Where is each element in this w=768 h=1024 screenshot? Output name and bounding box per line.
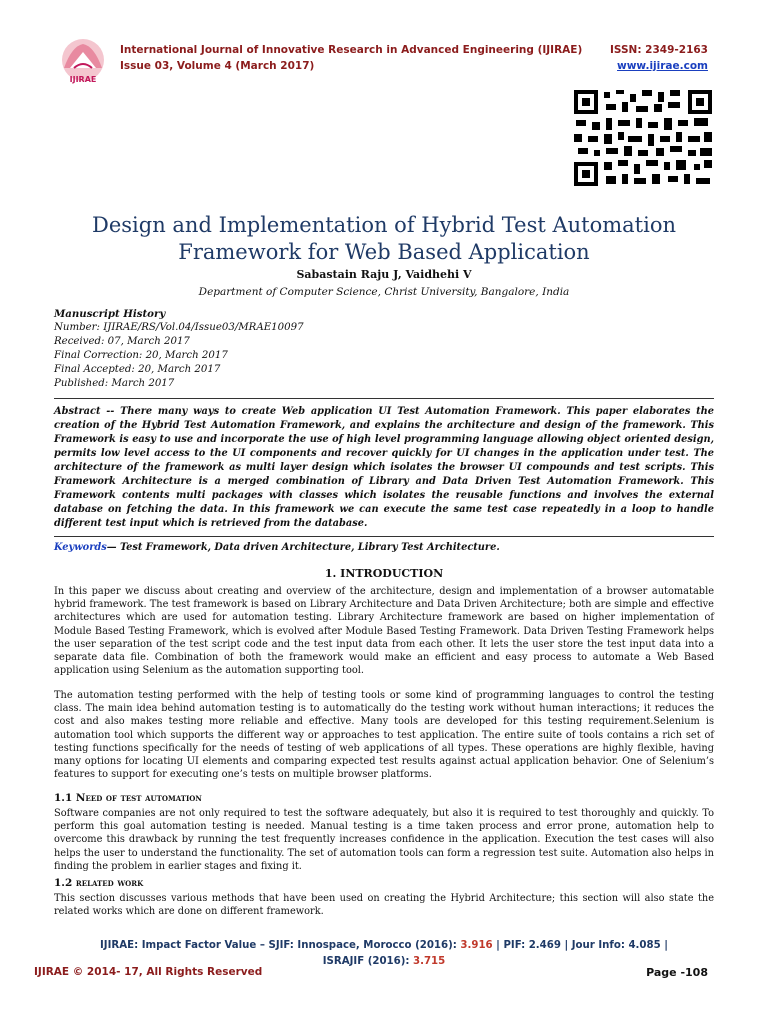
subsection-heading-need: 1.1 Need of test automation <box>54 792 202 804</box>
paper-affiliation: Department of Computer Science, Christ University, Bangalore, India <box>198 286 570 298</box>
keywords-label: Keywords <box>54 542 107 553</box>
israjif-value: 3.715 <box>413 956 446 967</box>
manuscript-history <box>54 307 304 391</box>
subsection-need-text: Software companies are not only required to test the software adequately, but also it is required to test thoroughly and quickly. To perform this goal automation testing is needed. Manual testing is a time taken process and error prone, automation help to overcome this drawback by running the test frequently increases confidence in the application. Execution the test cases will also helps the user to understand the functionality. The set of automation tools can form a regression test suite. Automation also helps in finding the problem in earlier stages and fixing it. <box>54 808 714 872</box>
history-number: Number: IJIRAE/RS/Vol.04/Issue03/MRAE10097 <box>54 322 304 333</box>
impact-factor-sjif-label: IJIRAE: Impact Factor Value – SJIF: Innospace, Morocco (2016): <box>100 940 461 951</box>
history-heading: Manuscript History <box>54 308 166 320</box>
history-final-correction: Final Correction: 20, March 2017 <box>54 350 228 361</box>
keywords-text: — Test Framework, Data driven Architecture, Library Test Architecture. <box>106 542 500 553</box>
abstract-top-rule <box>54 398 714 399</box>
journal-issue: Issue 03, Volume 4 (March 2017) <box>120 60 315 72</box>
qr-code <box>572 88 714 188</box>
logo-text: IJIRAE <box>69 75 97 84</box>
section-heading-introduction: 1. INTRODUCTION <box>324 567 444 580</box>
subsection-heading-related-work: 1.2 related work <box>54 877 144 889</box>
journal-name: International Journal of Innovative Research in Advanced Engineering (IJIRAE) <box>120 44 583 56</box>
keywords <box>54 542 714 553</box>
intro-paragraph-1: In this paper we discuss about creating and overview of the architecture, design and implementation of a browser automatable hybrid framework. The test framework is based on Library Architecture and Data Driven Architecture; both are simple and effective architectures which are used for automation testing. Library Architecture framework are based on higher implementation of Module Based Testing Framework, which is evolved after Module Based Testing Framework. Data Driven Testing Framework helps the user separation of the test script code and the test input data from each other. It lets the user store the test input data into a separate data file. Combination of both the framework would make an efficient and easy process to automate a Web Based application using Selenium as the automation supporting tool. <box>54 586 714 677</box>
paper-title: Design and Implementation of Hybrid Test Automation Framework for Web Based Application <box>92 213 676 264</box>
journal-website-link[interactable]: www.ijirae.com <box>617 60 708 72</box>
history-final-accepted: Final Accepted: 20, March 2017 <box>54 364 221 375</box>
impact-factor-other-values: | PIF: 2.469 | Jour Info: 4.085 | <box>492 940 668 951</box>
subsection-related-work-text: This section discusses various methods that have been used on creating the Hybrid Architecture; this section will also state the related works which are done on different framework. <box>54 893 714 918</box>
page-number: Page -108 <box>646 966 708 979</box>
history-published: Published: March 2017 <box>54 378 175 389</box>
abstract-text: Abstract -- There many ways to create Web application UI Test Automation Framework. This paper elaborates the creation of the Hybrid Test Automation Framework, and explains the architecture and design of the framework. This Framework is easy to use and incorporate the use of high level programming language allowing object oriented design, permits low level access to the UI components and recover quickly for UI changes in the application under test. The architecture of the framework as multi layer design which isolates the browser UI compounds and test scripts. This Framework Architecture is a merged combination of Library and Data Driven Test Automation Framework. This Framework contents multi packages with classes which isolates the reusable functions and involves the external database on fetching the data. In this framework we can execute the same test case repeatedly in a loop to handle different test input which is retrieved from the database. <box>54 406 714 529</box>
copyright: IJIRAE © 2014- 17, All Rights Reserved <box>34 966 263 978</box>
impact-factor-line-1 <box>54 938 714 954</box>
journal-logo <box>54 38 112 86</box>
impact-factor-sjif-value: 3.916 <box>460 940 493 951</box>
history-received: Received: 07, March 2017 <box>54 336 190 347</box>
intro-paragraph-2: The automation testing performed with the help of testing tools or some kind of programming languages to control the testing class. The main idea behind automation testing is to automatically do the testing work without human interactions; it reduces the cost and also makes testing more reliable and effective. Many tools are developed for this testing requirement.Selenium is automation tool which supports the different way or approaches to test application. The entire suite of tools contains a rich set of testing functions specifically for the needs of testing of web applications of all types. These operations are highly flexible, having many options for locating UI elements and comparing expected test results against actual application behavior. One of Selenium’s features to support for executing one’s tests on multiple browser platforms. <box>54 690 714 781</box>
paper-page <box>34 0 714 1024</box>
paper-authors: Sabastain Raju J, Vaidhehi V <box>296 268 472 281</box>
abstract-bottom-rule <box>54 536 714 537</box>
journal-header <box>54 38 714 82</box>
israjif-label: ISRAJIF (2016): <box>322 956 413 967</box>
journal-issn: ISSN: 2349-2163 <box>609 44 708 56</box>
